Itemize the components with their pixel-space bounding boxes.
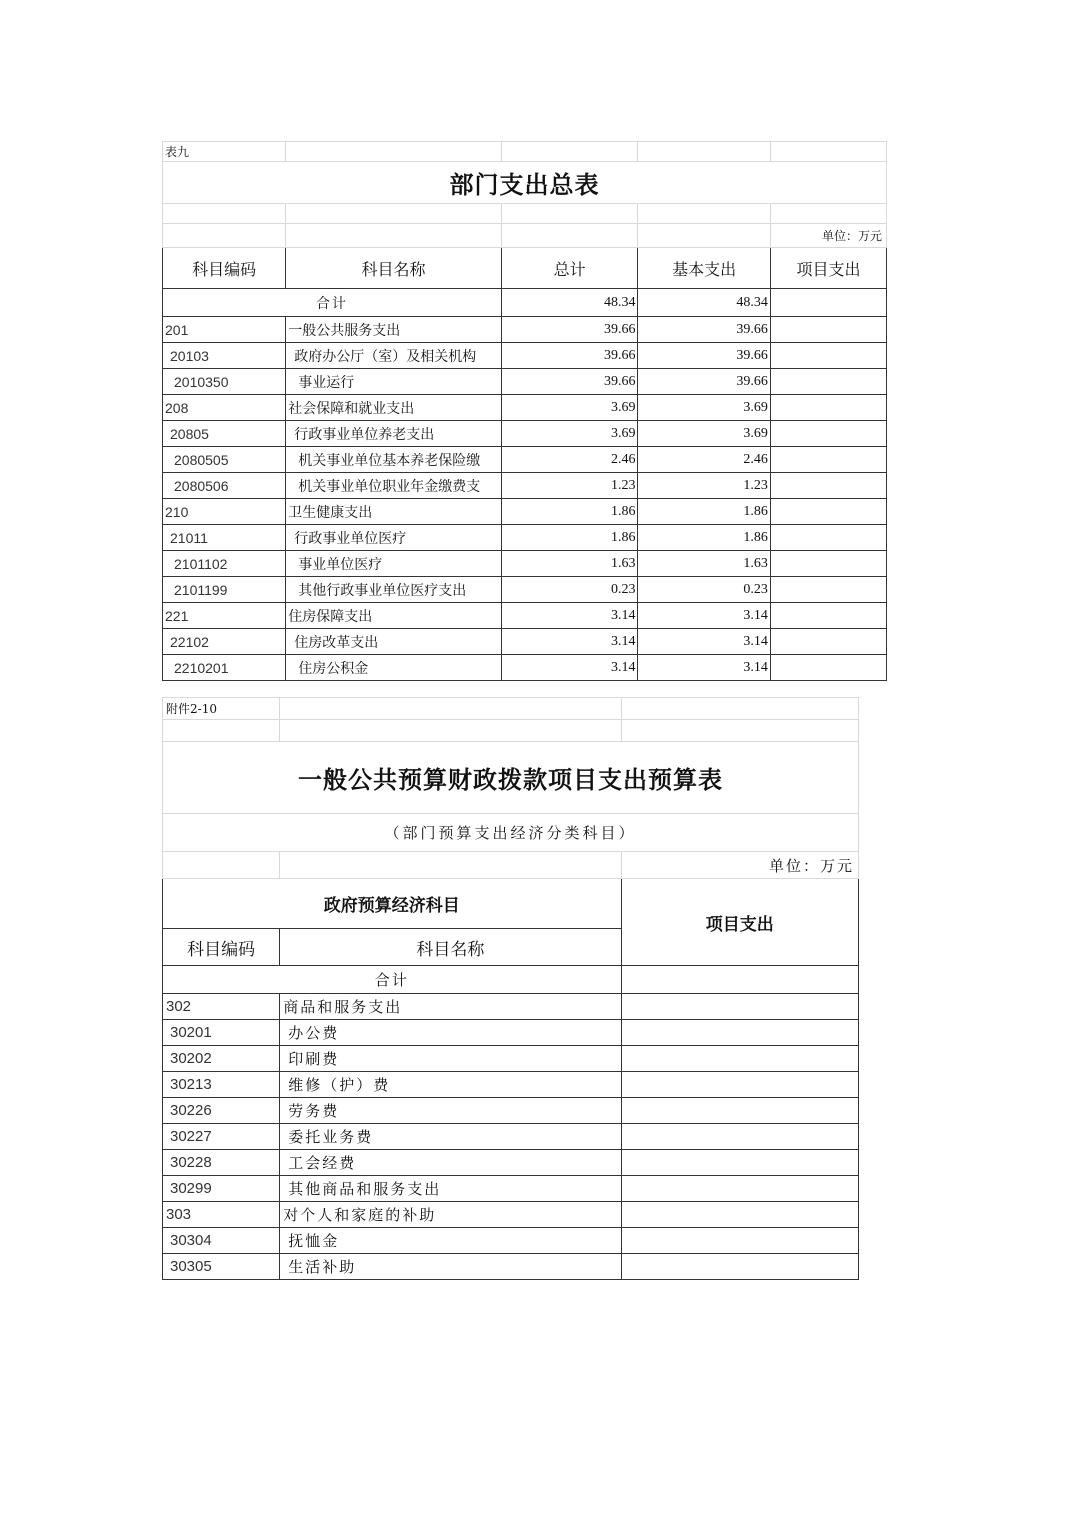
table-row [163,317,887,343]
row-name: 其他行政事业单位医疗支出 [286,577,502,603]
row-code: 221 [163,603,286,629]
row-total: 1.86 [501,499,638,525]
table-tag: 表九 [163,142,286,162]
header-econ-group: 政府预算经济科目 [163,879,622,929]
total-label: 合计 [163,966,622,994]
row-basic: 0.23 [638,577,770,603]
row-basic: 39.66 [638,369,770,395]
table-row [163,1202,859,1228]
row-name: 住房改革支出 [286,629,502,655]
row-total: 1.63 [501,551,638,577]
row-basic: 39.66 [638,317,770,343]
row-project [770,655,886,681]
row-code: 30299 [163,1176,280,1202]
header-code: 科目编码 [163,248,286,289]
table-row [163,603,887,629]
total-project [770,289,886,317]
table-row [163,447,887,473]
header-basic: 基本支出 [638,248,770,289]
row-name: 劳务费 [280,1098,621,1124]
row-value [621,1020,859,1046]
table-row [163,1098,859,1124]
table-row [163,1176,859,1202]
row-code: 30226 [163,1098,280,1124]
row-value [621,1072,859,1098]
row-code: 30305 [163,1254,280,1280]
row-total: 2.46 [501,447,638,473]
row-value [621,1202,859,1228]
row-code: 2010350 [163,369,286,395]
row-basic: 3.14 [638,629,770,655]
row-value [621,1124,859,1150]
row-name: 办公费 [280,1020,621,1046]
table-row [163,629,887,655]
total-value [621,966,859,994]
row-code: 210 [163,499,286,525]
row-total: 3.14 [501,629,638,655]
row-name: 生活补助 [280,1254,621,1280]
row-basic: 3.69 [638,395,770,421]
row-code: 21011 [163,525,286,551]
row-name: 住房保障支出 [286,603,502,629]
total-basic: 48.34 [638,289,770,317]
row-code: 2210201 [163,655,286,681]
row-code: 20805 [163,421,286,447]
row-code: 30228 [163,1150,280,1176]
header-total: 总计 [501,248,638,289]
table-row [163,473,887,499]
row-basic: 39.66 [638,343,770,369]
row-value [621,1228,859,1254]
row-total: 1.23 [501,473,638,499]
row-name: 机关事业单位职业年金缴费支 [286,473,502,499]
row-basic: 2.46 [638,447,770,473]
total-total: 48.34 [501,289,638,317]
row-code: 30213 [163,1072,280,1098]
row-name: 机关事业单位基本养老保险缴 [286,447,502,473]
table-subtitle: （部门预算支出经济分类科目） [163,814,859,852]
row-code: 201 [163,317,286,343]
header-name: 科目名称 [280,929,621,966]
row-name: 行政事业单位医疗 [286,525,502,551]
row-project [770,603,886,629]
row-value [621,1254,859,1280]
table-row [163,577,887,603]
row-code: 30201 [163,1020,280,1046]
row-name: 社会保障和就业支出 [286,395,502,421]
row-name: 委托业务费 [280,1124,621,1150]
table-row [163,1072,859,1098]
table-tag: 附件2-10 [163,698,280,720]
row-total: 3.14 [501,603,638,629]
row-code: 208 [163,395,286,421]
row-code: 303 [163,1202,280,1228]
row-name: 行政事业单位养老支出 [286,421,502,447]
header-project: 项目支出 [621,879,859,966]
row-value [621,1046,859,1072]
row-code: 302 [163,994,280,1020]
table-row [163,655,887,681]
table-row [163,1020,859,1046]
row-name: 事业运行 [286,369,502,395]
row-project [770,343,886,369]
unit-label: 单位：万元 [770,224,886,248]
table-row [163,395,887,421]
row-basic: 1.23 [638,473,770,499]
table-row [163,1228,859,1254]
row-project [770,317,886,343]
row-name: 住房公积金 [286,655,502,681]
row-basic: 3.69 [638,421,770,447]
table-row [163,1254,859,1280]
row-name: 对个人和家庭的补助 [280,1202,621,1228]
row-code: 2101102 [163,551,286,577]
table-header [163,248,887,289]
row-code: 2101199 [163,577,286,603]
row-name: 政府办公厅（室）及相关机构 [286,343,502,369]
table-row [163,1124,859,1150]
table-row [163,551,887,577]
row-name: 一般公共服务支出 [286,317,502,343]
row-project [770,629,886,655]
row-total: 3.69 [501,395,638,421]
table-row [163,421,887,447]
row-name: 抚恤金 [280,1228,621,1254]
row-value [621,1098,859,1124]
row-project [770,447,886,473]
row-project [770,473,886,499]
table-title: 一般公共预算财政拨款项目支出预算表 [163,742,859,814]
department-expenditure-table [162,141,887,681]
row-name: 商品和服务支出 [280,994,621,1020]
row-name: 维修（护）费 [280,1072,621,1098]
unit-label: 单位：万元 [621,852,859,879]
row-project [770,499,886,525]
row-value [621,994,859,1020]
row-project [770,395,886,421]
row-name: 印刷费 [280,1046,621,1072]
row-total: 3.14 [501,655,638,681]
row-name: 其他商品和服务支出 [280,1176,621,1202]
row-project [770,421,886,447]
row-project [770,369,886,395]
row-code: 22102 [163,629,286,655]
table-row [163,994,859,1020]
row-code: 2080506 [163,473,286,499]
row-total: 39.66 [501,317,638,343]
row-basic: 3.14 [638,655,770,681]
row-basic: 1.63 [638,551,770,577]
row-basic: 1.86 [638,499,770,525]
table-title: 部门支出总表 [163,162,887,204]
row-code: 30304 [163,1228,280,1254]
row-total: 1.86 [501,525,638,551]
row-project [770,577,886,603]
row-total: 0.23 [501,577,638,603]
row-total: 39.66 [501,343,638,369]
row-code: 2080505 [163,447,286,473]
row-project [770,551,886,577]
row-name: 工会经费 [280,1150,621,1176]
total-label: 合计 [163,289,502,317]
row-name: 事业单位医疗 [286,551,502,577]
header-name: 科目名称 [286,248,502,289]
row-total: 3.69 [501,421,638,447]
row-basic: 1.86 [638,525,770,551]
table-row [163,525,887,551]
row-code: 20103 [163,343,286,369]
project-expenditure-table [162,697,859,1280]
table-row [163,343,887,369]
row-project [770,525,886,551]
total-row [163,289,887,317]
header-project: 项目支出 [770,248,886,289]
total-row [163,966,859,994]
row-code: 30227 [163,1124,280,1150]
row-name: 卫生健康支出 [286,499,502,525]
row-code: 30202 [163,1046,280,1072]
table-row [163,499,887,525]
row-value [621,1150,859,1176]
table-row [163,1150,859,1176]
header-code: 科目编码 [163,929,280,966]
row-total: 39.66 [501,369,638,395]
row-value [621,1176,859,1202]
table-row [163,1046,859,1072]
table-row [163,369,887,395]
row-basic: 3.14 [638,603,770,629]
